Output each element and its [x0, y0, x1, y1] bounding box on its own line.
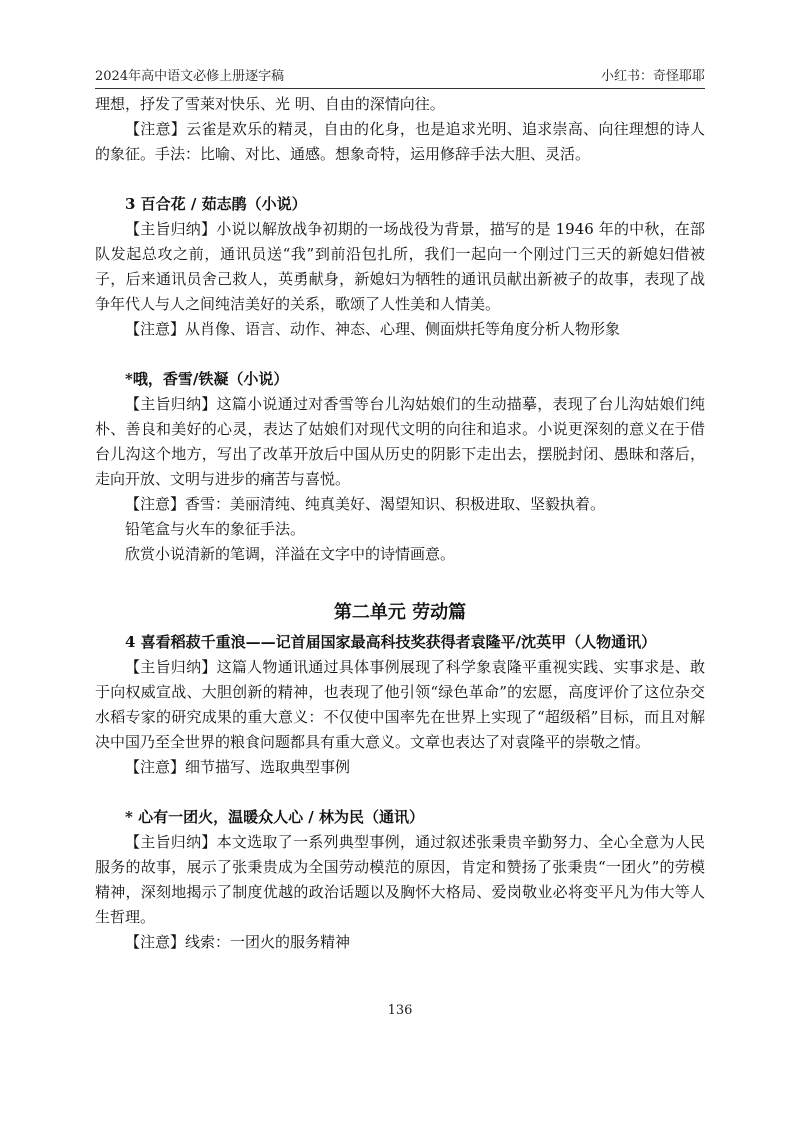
summary-paragraph: 【主旨归纳】这篇小说通过对香雪等台儿沟姑娘们的生动描摹，表现了台儿沟姑娘们纯朴、善良和美好的心灵，表达了姑娘们对现代文明的向往和追求。小说更深刻的意义在于借台儿沟这个地方，写出了改革开放后中国从历史的阴影下走出去，摆脱封闭、愚昧和落后，走向开放、文明与进步的痛苦与喜悦。	[95, 395, 705, 488]
paragraph-continuation: 理想，抒发了雪莱对快乐、光 明、自由的深情向往。	[95, 95, 445, 113]
spacer	[95, 780, 705, 805]
spacer	[95, 567, 705, 592]
header-document-title: 2024年高中语文必修上册逐字稿	[95, 69, 285, 84]
spacer	[95, 342, 705, 367]
note-paragraph: 【注意】细节描写、选取典型事例	[125, 758, 351, 776]
note-paragraph: 【注意】从肖像、语言、动作、神态、心理、侧面烘托等角度分析人物形象	[125, 320, 621, 338]
note-paragraph: 【注意】香雪：美丽清纯、纯真美好、渴望知识、积极进取、坚毅执着。	[125, 495, 606, 513]
section-title-lilies: 3 百合花 / 茹志鹃（小说）	[125, 195, 307, 213]
header-author-credit: 小红书：奇怪耶耶	[600, 69, 705, 84]
summary-paragraph: 【主旨归纳】小说以解放战争初期的一场战役为背景，描写的是 1946 年的中秋，在部队发起总攻之前，通讯员送“我”到前沿包扎所，我们一起向一个刚过门三天的新媳妇借被子，后来通讯员舍己救人，英勇献身，新媳妇为牺牲的通讯员献出新被子的故事，表现了战争年代人与人之间纯洁美好的关系，歌颂了人性美和人情美。	[95, 220, 705, 313]
page-number: 136	[387, 1003, 413, 1018]
summary-paragraph: 【主旨归纳】这篇人物通讯通过具体事例展现了科学象袁隆平重视实践、实事求是、敢于向权威宣战、大胆创新的精神，也表现了他引领“绿色革命”的宏愿，高度评价了这位杂交水稻专家的研究成果的重大意义：不仅使中国率先在世界上实现了“超级稻”目标，而且对解决中国乃至全世界的粮食问题都具有重大意义。文章也表达了对袁隆平的崇敬之情。	[95, 658, 705, 751]
note-line: 铅笔盒与火车的象征手法。	[125, 520, 306, 538]
page-footer	[0, 1003, 800, 1018]
summary-paragraph: 【主旨归纳】本文选取了一系列典型事例，通过叙述张秉贵辛勤努力、全心全意为人民服务的故事，展示了张秉贵成为全国劳动模范的原因，肯定和赞扬了张秉贵“一团火”的劳模精神，深刻地揭示了制度优越的政治话题以及胸怀大格局、爱岗敬业必将变平凡为伟大等人生哲理。	[95, 833, 705, 926]
unit-heading: 第二单元 劳动篇	[333, 602, 467, 623]
note-paragraph: 【注意】线索：一团火的服务精神	[125, 933, 351, 951]
section-title-zhang-binggui: * 心有一团火，温暖众人心 / 林为民（通讯）	[125, 808, 424, 826]
section-title-xiangxue: *哦，香雪/铁凝（小说）	[125, 370, 289, 388]
section-title-yuan-longping: 4 喜看稻菽千重浪——记首届国家最高科技奖获得者袁隆平/沈英甲（人物通讯）	[125, 633, 657, 651]
page-header	[95, 60, 705, 89]
note-paragraph: 【注意】云雀是欢乐的精灵，自由的化身，也是追求光明、追求崇高、向往理想的诗人的象征。手法：比喻、对比、通感。想象奇特，运用修辞手法大胆、灵活。	[95, 120, 705, 163]
spacer	[95, 167, 705, 192]
page-content	[95, 92, 705, 955]
note-line: 欣赏小说清新的笔调，洋溢在文字中的诗情画意。	[125, 545, 456, 563]
